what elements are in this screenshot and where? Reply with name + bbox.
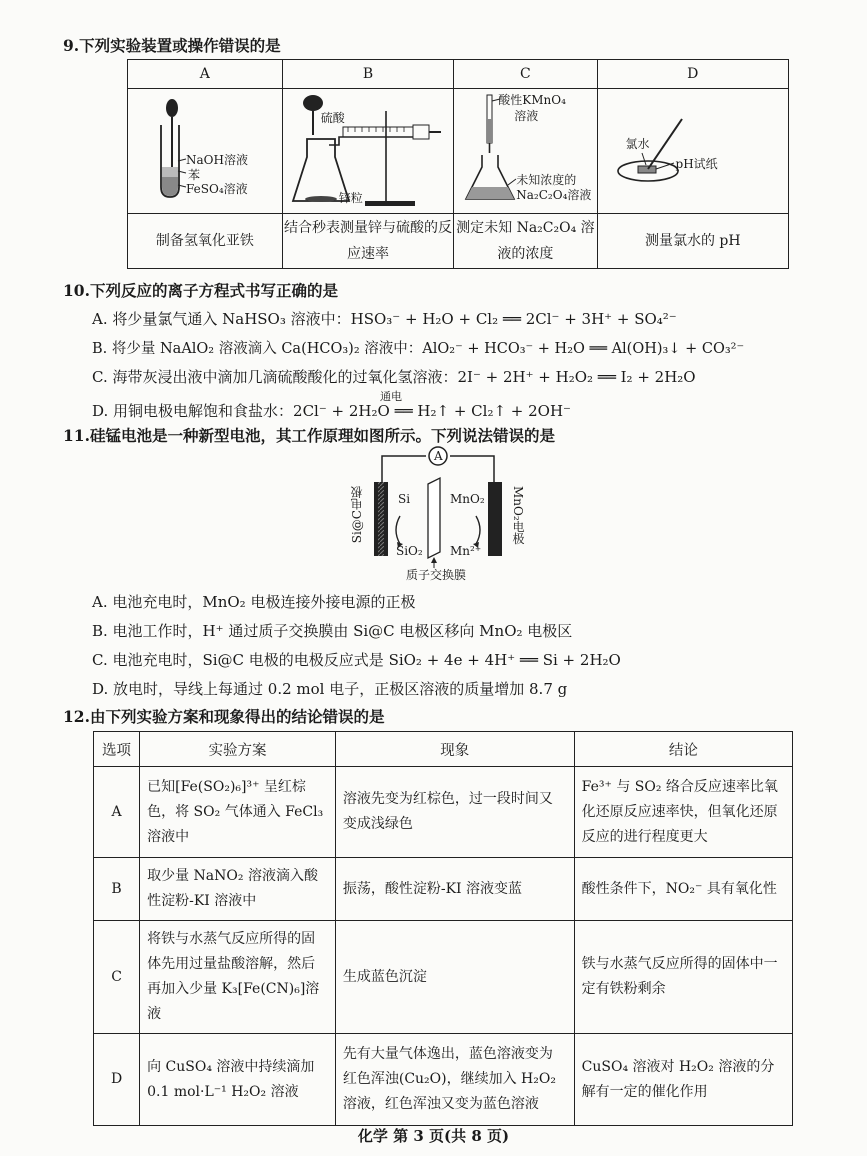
row-b-key: B (94, 858, 140, 921)
q9-stem: 9.下列实验装置或操作错误的是 (63, 36, 281, 55)
table-row (94, 921, 793, 1034)
label-naoh: NaOH溶液 (186, 153, 248, 167)
q10-electrolysis-condition: 通电 (380, 390, 402, 403)
q9-header-b: B (282, 60, 454, 89)
right-electrode-label: MnO₂电极 (511, 486, 525, 545)
label-zinc: 锌粒 (338, 191, 363, 205)
row-a-plan: 已知[Fe(SO₂)₆]³⁺ 呈红棕色，将 SO₂ 气体通入 FeCl₃ 溶液中 (140, 767, 336, 858)
row-c-plan: 将铁与水蒸气反应所得的固体先用过量盐酸溶解，然后再加入少量 K₃[Fe(CN)₆]溶液 (140, 921, 336, 1034)
row-a-conclusion: Fe³⁺ 与 SO₂ 络合反应速率比氧化还原反应速率快，但氧化还原反应的进行程度更大 (574, 767, 792, 858)
table-row (94, 767, 793, 858)
q11-option-d: D. 放电时，导线上每通过 0.2 mol 电子，正极区溶液的质量增加 8.7 g (92, 680, 568, 698)
label-na2c2o4: Na₂C₂O₄溶液 (516, 188, 592, 202)
row-c-phenomenon: 生成蓝色沉淀 (335, 921, 574, 1034)
label-ph-paper: pH试纸 (675, 157, 718, 171)
q9-caption-b: 结合秒表测量锌与硫酸的反应速率 (282, 214, 454, 269)
mno2-label: MnO₂ (450, 492, 485, 506)
row-a-key: A (94, 767, 140, 858)
label-feso4: FeSO₄溶液 (186, 182, 248, 196)
si-label: Si (398, 492, 411, 506)
row-d-conclusion: CuSO₄ 溶液对 H₂O₂ 溶液的分解有一定的催化作用 (574, 1034, 792, 1126)
row-c-conclusion: 铁与水蒸气反应所得的固体中一定有铁粉剩余 (574, 921, 792, 1034)
q9-header-d: D (597, 60, 788, 89)
label-unknown: 未知浓度的 (516, 173, 577, 187)
q9-figure-d (597, 89, 788, 214)
row-d-phenomenon: 先有大量气体逸出，蓝色溶液变为红色浑浊(Cu₂O)，继续加入 H₂O₂ 溶液，红色浑浊又变为蓝色溶液 (335, 1034, 574, 1126)
q9-header-a: A (128, 60, 283, 89)
q12-header-phenomenon: 现象 (335, 732, 574, 767)
label-chlorine-water: 氯水 (625, 137, 650, 151)
q11-option-a: A. 电池充电时，MnO₂ 电极连接外接电源的正极 (92, 593, 416, 611)
row-b-phenomenon: 振荡，酸性淀粉-KI 溶液变蓝 (335, 858, 574, 921)
q12-header-key: 选项 (94, 732, 140, 767)
q9-figure-c (454, 89, 597, 214)
label-benzene: 苯 (188, 168, 201, 182)
q10-option-a: A. 将少量氯气通入 NaHSO₃ 溶液中：HSO₃⁻ + H₂O + Cl₂ ══ 2Cl⁻ + 3H⁺ + SO₄²⁻ (92, 310, 677, 328)
q10-option-c: C. 海带灰浸出液中滴加几滴硫酸酸化的过氧化氢溶液：2I⁻ + 2H⁺ + H₂O₂ ══ I₂ + 2H₂O (92, 368, 696, 386)
q9-figure-b (282, 89, 454, 214)
q11-option-b: B. 电池工作时，H⁺ 通过质子交换膜由 Si@C 电极区移向 MnO₂ 电极区 (92, 622, 573, 640)
q12-table (93, 731, 793, 1126)
q9-table (127, 59, 789, 269)
label-sulfuric-acid: 硫酸 (320, 111, 345, 125)
q11-stem: 11.硅锰电池是一种新型电池，其工作原理如图所示。下列说法错误的是 (63, 426, 555, 445)
row-b-plan: 取少量 NaNO₂ 溶液滴入酸性淀粉-KI 溶液中 (140, 858, 336, 921)
q9-caption-c: 测定未知 Na₂C₂O₄ 溶液的浓度 (454, 214, 597, 269)
row-a-phenomenon: 溶液先变为红棕色，过一段时间又变成浅绿色 (335, 767, 574, 858)
q9-caption-a: 制备氢氧化亚铁 (128, 214, 283, 269)
mn2-label: Mn²⁺ (450, 544, 482, 558)
row-d-key: D (94, 1034, 140, 1126)
left-electrode-label: Si@C电极 (350, 486, 364, 544)
row-d-plan: 向 CuSO₄ 溶液中持续滴加 0.1 mol·L⁻¹ H₂O₂ 溶液 (140, 1034, 336, 1126)
q9-figure-a (128, 89, 283, 214)
ammeter-icon: A (434, 449, 443, 463)
q12-header-conclusion: 结论 (574, 732, 792, 767)
q9-caption-d: 测量氯水的 pH (597, 214, 788, 269)
page-footer: 化学 第 3 页(共 8 页) (357, 1127, 510, 1145)
row-c-key: C (94, 921, 140, 1034)
q10-option-b: B. 将少量 NaAlO₂ 溶液滴入 Ca(HCO₃)₂ 溶液中：AlO₂⁻ + HCO₃⁻ + H₂O ══ Al(OH)₃↓ + CO₃²⁻ (92, 341, 745, 357)
q10-stem: 10.下列反应的离子方程式书写正确的是 (63, 281, 338, 300)
membrane-label: 质子交换膜 (406, 568, 467, 582)
flask-syringe-icon (283, 89, 453, 213)
q12-header-plan: 实验方案 (140, 732, 336, 767)
row-b-conclusion: 酸性条件下，NO₂⁻ 具有氧化性 (574, 858, 792, 921)
q12-stem: 12.由下列实验方案和现象得出的结论错误的是 (63, 707, 385, 726)
sio2-label: SiO₂ (396, 544, 423, 558)
label-kmno4: 酸性KMnO₄ (498, 93, 566, 107)
q11-option-c: C. 电池充电时，Si@C 电极的电极反应式是 SiO₂ + 4e + 4H⁺ ══ Si + 2H₂O (92, 651, 621, 669)
q10-option-d: D. 用铜电极电解饱和食盐水：2Cl⁻ + 2H₂O ══ H₂↑ + Cl₂↑ + 2OH⁻ (92, 402, 571, 420)
table-row (94, 1034, 793, 1126)
table-row (94, 858, 793, 921)
q9-header-c: C (454, 60, 597, 89)
label-solution: 溶液 (514, 109, 539, 123)
q11-battery-diagram (340, 446, 540, 582)
